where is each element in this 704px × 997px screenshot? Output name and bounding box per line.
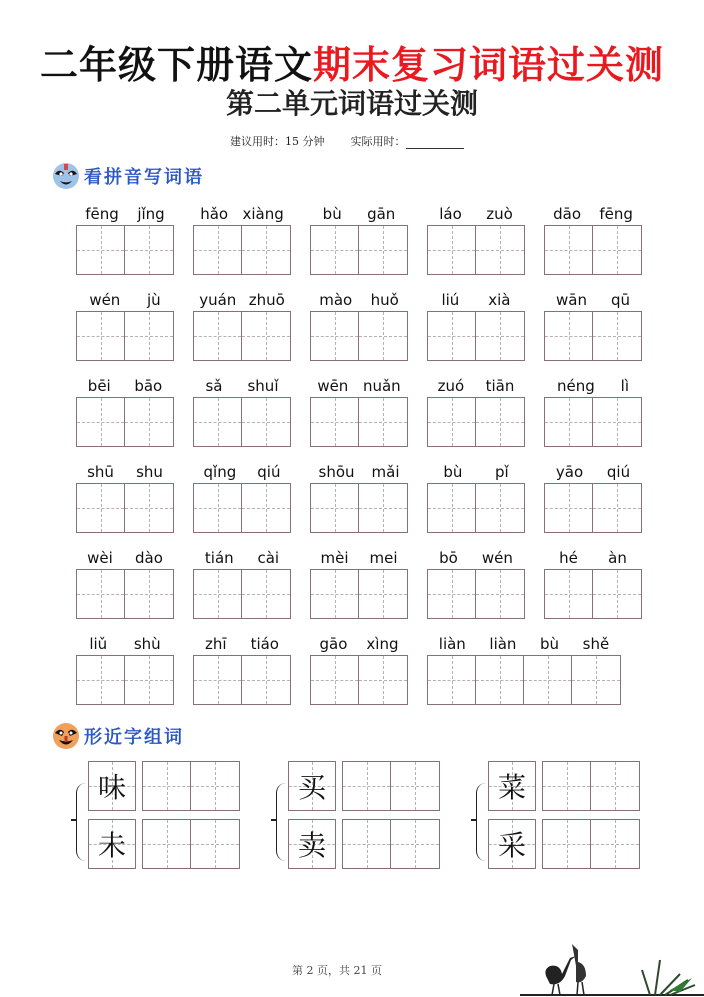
pinyin-label <box>427 375 525 397</box>
pinyin-syllable: tiáo <box>250 635 279 653</box>
pinyin-label <box>76 375 174 397</box>
writing-grid <box>342 761 440 811</box>
writing-grid <box>310 569 408 619</box>
writing-grid <box>544 569 642 619</box>
writing-cell[interactable] <box>543 762 591 810</box>
writing-cell[interactable] <box>77 226 125 274</box>
word-item <box>193 461 291 533</box>
curly-brace-icon <box>76 783 86 861</box>
pinyin-label <box>310 633 408 655</box>
writing-grid <box>427 483 525 533</box>
writing-grid <box>427 397 525 447</box>
opera-mask-orange-icon <box>52 722 80 750</box>
pinyin-syllable: shù <box>133 635 161 653</box>
word-item <box>193 289 291 361</box>
pinyin-label <box>76 203 174 225</box>
page-number: 第 2 页，共 21 页 <box>292 964 382 977</box>
writing-cell[interactable] <box>194 484 242 532</box>
writing-grid <box>542 761 640 811</box>
pinyin-syllable: zhuō <box>248 291 285 309</box>
writing-cell[interactable] <box>545 226 593 274</box>
writing-cell[interactable] <box>143 820 191 868</box>
writing-grid <box>76 483 174 533</box>
pinyin-syllable: bāo <box>134 377 163 395</box>
word-item <box>544 203 642 275</box>
pinyin-syllable: sǎ <box>205 377 223 395</box>
pinyin-syllable: tiān <box>485 377 515 395</box>
pinyin-syllable: wēn <box>317 377 349 395</box>
time-info <box>230 133 464 149</box>
pinyin-syllable: liàn <box>489 635 517 653</box>
given-char: 未 <box>97 829 126 862</box>
writing-cell[interactable] <box>359 484 407 532</box>
writing-cell[interactable] <box>545 398 593 446</box>
pinyin-label <box>544 203 642 225</box>
word-item <box>310 547 408 619</box>
writing-cell[interactable] <box>545 570 593 618</box>
pinyin-label <box>193 633 291 655</box>
word-item <box>76 203 174 275</box>
pinyin-syllable: mèi <box>320 549 349 567</box>
pinyin-syllable: bù <box>443 463 463 481</box>
opera-mask-blue-icon <box>52 162 80 190</box>
writing-cell[interactable] <box>428 398 476 446</box>
actual-time-blank[interactable] <box>406 139 464 149</box>
crane-decoration-icon <box>520 940 704 997</box>
writing-cell[interactable] <box>77 484 125 532</box>
writing-cell[interactable] <box>359 570 407 618</box>
pinyin-label <box>544 375 642 397</box>
section-header-pinyin <box>52 162 204 190</box>
word-item <box>193 547 291 619</box>
writing-cell[interactable] <box>242 484 290 532</box>
pinyin-syllable: zuó <box>437 377 465 395</box>
writing-cell[interactable] <box>359 656 407 704</box>
writing-cell[interactable] <box>311 484 359 532</box>
writing-cell[interactable] <box>593 570 641 618</box>
pinyin-syllable: shě <box>582 635 610 653</box>
writing-cell[interactable] <box>428 312 476 360</box>
word-item <box>310 375 408 447</box>
pinyin-label <box>193 289 291 311</box>
writing-cell[interactable] <box>311 570 359 618</box>
pinyin-syllable: qiú <box>606 463 631 481</box>
given-char: 买 <box>297 771 326 804</box>
writing-cell[interactable] <box>359 398 407 446</box>
pinyin-syllable: shu <box>136 463 163 481</box>
writing-cell[interactable] <box>125 484 173 532</box>
word-item <box>76 547 174 619</box>
word-item <box>427 461 525 533</box>
writing-grid <box>544 483 642 533</box>
pinyin-syllable: huǒ <box>370 291 399 309</box>
word-item <box>544 375 642 447</box>
writing-grid <box>544 225 642 275</box>
writing-cell[interactable] <box>77 656 125 704</box>
writing-cell[interactable] <box>593 312 641 360</box>
writing-cell[interactable] <box>343 820 391 868</box>
pinyin-syllable: wén <box>481 549 513 567</box>
word-item <box>427 375 525 447</box>
writing-cell[interactable] <box>476 226 524 274</box>
writing-cell[interactable] <box>391 820 439 868</box>
writing-grid <box>427 569 525 619</box>
pinyin-syllable: xìng <box>366 635 399 653</box>
pinyin-label <box>76 633 174 655</box>
pinyin-syllable: wān <box>556 291 587 309</box>
writing-grid <box>76 569 174 619</box>
writing-cell[interactable] <box>194 312 242 360</box>
writing-cell[interactable] <box>242 570 290 618</box>
writing-cell[interactable] <box>143 762 191 810</box>
char-pair-row <box>288 819 440 869</box>
writing-cell[interactable] <box>125 570 173 618</box>
writing-grid <box>193 397 291 447</box>
writing-cell[interactable] <box>194 398 242 446</box>
pinyin-label <box>427 633 621 655</box>
pinyin-syllable: nuǎn <box>362 377 401 395</box>
pinyin-syllable: jǐng <box>137 205 165 223</box>
pinyin-syllable: jù <box>146 291 161 309</box>
writing-cell[interactable] <box>359 226 407 274</box>
pinyin-syllable: qǐng <box>203 463 237 481</box>
pinyin-label <box>310 203 408 225</box>
given-char-cell <box>88 819 136 869</box>
writing-cell[interactable] <box>77 398 125 446</box>
writing-cell[interactable] <box>543 820 591 868</box>
writing-grid <box>193 225 291 275</box>
word-item <box>544 461 642 533</box>
writing-grid <box>76 655 174 705</box>
given-char: 采 <box>497 829 526 862</box>
pinyin-syllable: dāo <box>553 205 582 223</box>
writing-cell[interactable] <box>545 484 593 532</box>
pinyin-syllable: wèi <box>87 549 113 567</box>
writing-grid <box>427 225 525 275</box>
pinyin-label <box>544 461 642 483</box>
pinyin-syllable: xià <box>488 291 511 309</box>
writing-cell[interactable] <box>311 656 359 704</box>
char-pair-group <box>488 761 640 877</box>
writing-cell[interactable] <box>242 312 290 360</box>
given-char: 卖 <box>297 829 326 862</box>
writing-grid <box>76 311 174 361</box>
section-title: 看拼音写词语 <box>84 167 204 188</box>
writing-cell[interactable] <box>242 656 290 704</box>
word-item <box>193 203 291 275</box>
writing-cell[interactable] <box>311 226 359 274</box>
pinyin-label <box>193 203 291 225</box>
writing-grid <box>76 225 174 275</box>
writing-grid <box>310 397 408 447</box>
word-item <box>544 547 642 619</box>
pinyin-label <box>544 547 642 569</box>
word-item <box>310 289 408 361</box>
actual-time-label: 实际用时： <box>350 135 406 148</box>
writing-grid <box>142 761 240 811</box>
writing-cell[interactable] <box>125 312 173 360</box>
word-item <box>544 289 642 361</box>
pinyin-label <box>427 547 525 569</box>
pinyin-syllable: xiàng <box>242 205 284 223</box>
given-char-cell <box>288 819 336 869</box>
pinyin-syllable: mei <box>369 549 398 567</box>
word-item <box>310 203 408 275</box>
word-item <box>427 547 525 619</box>
pinyin-label <box>193 375 291 397</box>
given-char-cell <box>288 761 336 811</box>
worksheet-title <box>0 34 704 89</box>
writing-cell[interactable] <box>593 398 641 446</box>
pinyin-label <box>427 289 525 311</box>
writing-cell[interactable] <box>242 398 290 446</box>
curly-brace-icon <box>476 783 486 861</box>
word-item <box>76 289 174 361</box>
writing-grid <box>142 819 240 869</box>
pinyin-syllable: lì <box>620 377 630 395</box>
writing-grid <box>544 311 642 361</box>
writing-cell[interactable] <box>591 820 639 868</box>
writing-cell[interactable] <box>125 656 173 704</box>
writing-cell[interactable] <box>343 762 391 810</box>
pinyin-label <box>76 289 174 311</box>
writing-cell[interactable] <box>591 762 639 810</box>
writing-grid <box>193 569 291 619</box>
char-pair-row <box>88 819 240 869</box>
title-grade-part: 二年级下册语文 <box>39 42 313 87</box>
char-pair-row <box>488 819 640 869</box>
pinyin-syllable: qū <box>610 291 630 309</box>
char-pair-group <box>288 761 440 877</box>
pinyin-syllable: shōu <box>318 463 355 481</box>
char-pair-row <box>488 761 640 811</box>
writing-cell[interactable] <box>191 762 239 810</box>
writing-cell[interactable] <box>428 656 476 704</box>
writing-cell[interactable] <box>194 656 242 704</box>
given-char-cell <box>488 819 536 869</box>
pinyin-syllable: hǎo <box>200 205 229 223</box>
pinyin-label <box>427 461 525 483</box>
writing-cell[interactable] <box>476 484 524 532</box>
word-item <box>310 633 408 705</box>
pinyin-syllable: yuán <box>199 291 237 309</box>
pinyin-syllable: àn <box>608 549 627 567</box>
writing-cell[interactable] <box>476 398 524 446</box>
pinyin-label <box>310 289 408 311</box>
pinyin-syllable: hé <box>559 549 578 567</box>
writing-grid <box>542 819 640 869</box>
section-header-similar-chars <box>52 722 184 750</box>
pinyin-syllable: wén <box>89 291 121 309</box>
writing-cell[interactable] <box>476 656 524 704</box>
writing-cell[interactable] <box>194 570 242 618</box>
pinyin-label <box>310 461 408 483</box>
pinyin-label <box>193 461 291 483</box>
writing-cell[interactable] <box>191 820 239 868</box>
char-pair-row <box>288 761 440 811</box>
pinyin-syllable: gāo <box>319 635 348 653</box>
pinyin-label <box>544 289 642 311</box>
word-item <box>193 375 291 447</box>
writing-grid <box>193 655 291 705</box>
writing-cell[interactable] <box>391 762 439 810</box>
writing-cell[interactable] <box>593 226 641 274</box>
writing-cell[interactable] <box>524 656 572 704</box>
given-char-cell <box>88 761 136 811</box>
pinyin-syllable: qiú <box>257 463 281 481</box>
pinyin-syllable: mào <box>319 291 353 309</box>
pinyin-syllable: dào <box>135 549 163 567</box>
writing-cell[interactable] <box>242 226 290 274</box>
pinyin-syllable: bù <box>322 205 342 223</box>
writing-grid <box>427 655 621 705</box>
section-title: 形近字组词 <box>84 727 184 748</box>
writing-cell[interactable] <box>359 312 407 360</box>
title-review-part: 期末复习词语过关测 <box>313 42 665 87</box>
writing-grid <box>342 819 440 869</box>
word-item <box>76 461 174 533</box>
writing-cell[interactable] <box>125 226 173 274</box>
word-item <box>193 633 291 705</box>
word-item <box>76 375 174 447</box>
writing-cell[interactable] <box>311 398 359 446</box>
word-item <box>76 633 174 705</box>
word-item <box>427 203 525 275</box>
pinyin-syllable: tián <box>204 549 234 567</box>
writing-grid <box>427 311 525 361</box>
writing-grid <box>193 483 291 533</box>
pinyin-syllable: fēng <box>85 205 119 223</box>
pinyin-syllable: láo <box>439 205 462 223</box>
pinyin-syllable: cài <box>257 549 280 567</box>
writing-cell[interactable] <box>545 312 593 360</box>
writing-cell[interactable] <box>428 570 476 618</box>
writing-cell[interactable] <box>77 570 125 618</box>
writing-cell[interactable] <box>194 226 242 274</box>
writing-grid <box>310 225 408 275</box>
pinyin-label <box>427 203 525 225</box>
writing-grid <box>310 483 408 533</box>
pinyin-syllable: bō <box>439 549 458 567</box>
pinyin-syllable: shū <box>87 463 114 481</box>
writing-grid <box>76 397 174 447</box>
pinyin-syllable: shuǐ <box>247 377 279 395</box>
word-item <box>427 633 621 705</box>
writing-grid <box>544 397 642 447</box>
pinyin-syllable: liàn <box>438 635 466 653</box>
writing-cell[interactable] <box>311 312 359 360</box>
pinyin-syllable: néng <box>556 377 595 395</box>
unit-subtitle: 第二单元词语过关测 <box>225 87 478 120</box>
suggested-time: 建议用时：15 分钟 <box>230 135 325 148</box>
pinyin-syllable: fēng <box>599 205 633 223</box>
writing-grid <box>310 655 408 705</box>
writing-cell[interactable] <box>428 484 476 532</box>
writing-cell[interactable] <box>476 312 524 360</box>
writing-grid <box>310 311 408 361</box>
char-pair-group <box>88 761 240 877</box>
curly-brace-icon <box>276 783 286 861</box>
pinyin-syllable: liú <box>441 291 460 309</box>
writing-cell[interactable] <box>428 226 476 274</box>
given-char: 味 <box>97 771 126 804</box>
word-item <box>427 289 525 361</box>
pinyin-syllable: mǎi <box>371 463 400 481</box>
writing-cell[interactable] <box>593 484 641 532</box>
pinyin-label <box>76 461 174 483</box>
writing-cell[interactable] <box>476 570 524 618</box>
pinyin-syllable: zhī <box>205 635 227 653</box>
pinyin-syllable: bù <box>540 635 560 653</box>
given-char: 菜 <box>497 771 526 804</box>
pinyin-label <box>310 375 408 397</box>
pinyin-syllable: liǔ <box>89 635 108 653</box>
pinyin-syllable: pǐ <box>494 463 509 481</box>
pinyin-label <box>310 547 408 569</box>
word-item <box>310 461 408 533</box>
pinyin-syllable: gān <box>367 205 396 223</box>
pinyin-label <box>193 547 291 569</box>
pinyin-syllable: bēi <box>87 377 111 395</box>
writing-cell[interactable] <box>125 398 173 446</box>
pinyin-syllable: zuò <box>486 205 513 223</box>
given-char-cell <box>488 761 536 811</box>
char-pair-row <box>88 761 240 811</box>
writing-grid <box>193 311 291 361</box>
pinyin-syllable: yāo <box>555 463 584 481</box>
pinyin-label <box>76 547 174 569</box>
writing-cell[interactable] <box>77 312 125 360</box>
writing-cell[interactable] <box>572 656 620 704</box>
